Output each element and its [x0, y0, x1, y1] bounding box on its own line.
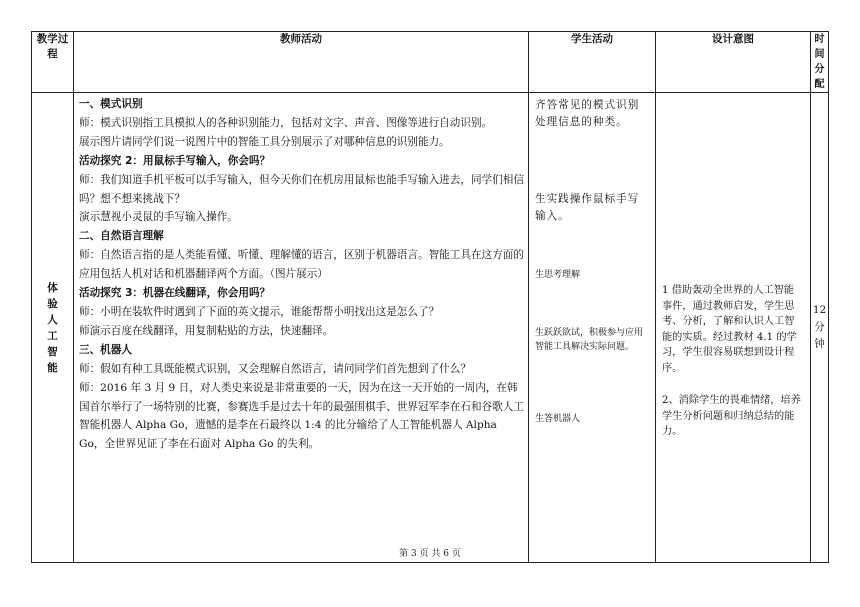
paragraph: 师：我们知道手机平板可以手写输入，但今天你们在机房用鼠标也能手写输入进去，同学们相信吗？想不想来挑战下？ — [79, 173, 524, 205]
time-cell: 12分钟 — [811, 93, 829, 563]
process-line: 人 工 — [47, 313, 85, 342]
process-cell — [32, 93, 85, 563]
page-number: 第 3 页 共 6 页 — [399, 549, 461, 559]
paragraph: 师：自然语言指的是人类能看懂、听懂、理解懂的语言，区别于机器语言。智能工具在这方面的应用包括人机对话和机器翻译两个方面。（图片展示） — [79, 249, 524, 281]
section-title: 一、模式识别 — [79, 98, 143, 110]
process-line: 智 能 — [47, 345, 85, 374]
header-design: 设计意图 — [656, 32, 811, 93]
student-activity-cell — [529, 93, 656, 563]
table-header-row — [32, 32, 829, 93]
header-process: 教学过程 — [32, 32, 74, 93]
paragraph: 师：模式识别指工具模拟人的各种识别能力，包括对文字、声音、图像等进行自动识别。 — [79, 116, 493, 129]
header-teacher: 教师活动 — [74, 32, 529, 93]
process-line: 体 验 — [47, 281, 85, 310]
design-item: 1 借助轰动全世界的人工智能事件，通过教师启发，学生思考、分析，了解和认识人工智能的实质。经过教材 4.1 的学习，学生很容易联想到设计程序。 — [662, 285, 797, 374]
student-item: 生跃跃欲试，积极参与应用智能工具解决实际问题。 — [535, 328, 644, 352]
design-item: 2、消除学生的畏难情绪，培养学生分析问题和归纳总结的能力。 — [662, 395, 801, 437]
paragraph: 展示图片请同学们说一说图片中的智能工具分别展示了对哪种信息的识别能力。 — [79, 135, 450, 148]
student-item: 生答机器人 — [535, 414, 581, 424]
paragraph: 师：2016 年 3 月 9 日，对人类史来说是非常重要的一天，因为在这一天开始的一周内，在韩国首尔举行了一场特别的比赛，参赛选手是过去十年的最强围棋手、世界冠军李在石和谷歌人工智能机器人 Alpha Go，遗憾的是李在石最终以 1:4 的比分输给了人工智能机器人 Alpha Go，全世界见证了李在石面对 Alpha Go 的失利。 — [79, 381, 524, 451]
teacher-activity-cell — [74, 93, 529, 563]
section-title: 三、机器人 — [79, 343, 132, 356]
table-row — [32, 93, 829, 563]
design-intent-cell — [656, 93, 811, 563]
header-time: 时间分配 — [811, 32, 829, 93]
paragraph: 师：假如有种工具既能模式识别，又会理解自然语言，请问同学们首先想到了什么？ — [79, 362, 471, 375]
lesson-plan-table — [31, 31, 829, 563]
section-title: 二、自然语言理解 — [79, 230, 164, 243]
paragraph: 师演示百度在线翻译，用复制粘贴的方法，快速翻译。 — [79, 324, 334, 337]
paragraph: 演示慧视小灵鼠的手写输入操作。 — [79, 211, 238, 224]
paragraph: 师：小明在装软件时遇到了下面的英文提示，谁能帮帮小明找出这是怎么了？ — [79, 305, 440, 318]
activity-title: 活动探究 2：用鼠标手写输入，你会吗？ — [79, 154, 271, 167]
student-item: 生思考理解 — [535, 270, 581, 280]
header-student: 学生活动 — [529, 32, 656, 93]
student-item: 生实践操作鼠标手写输入。 — [535, 193, 640, 222]
activity-title: 活动探究 3：机器在线翻译，你会用吗？ — [79, 287, 271, 300]
student-item: 齐答常见的模式识别处理信息的种类。 — [535, 99, 640, 128]
lesson-plan-page — [31, 31, 828, 563]
